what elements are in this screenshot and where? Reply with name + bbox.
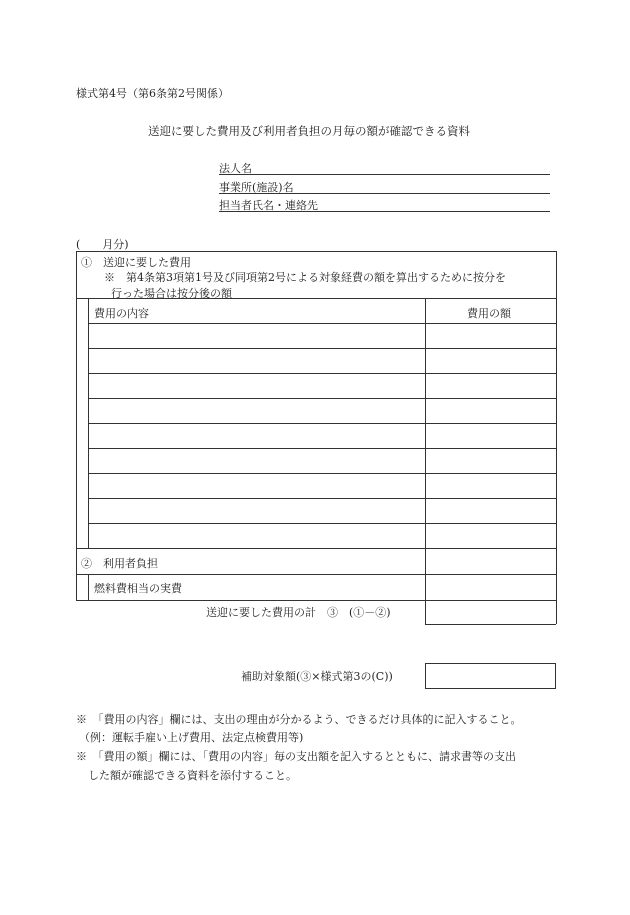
total-amount-cell[interactable] xyxy=(426,601,555,623)
cost-amount-cell[interactable] xyxy=(426,474,555,497)
form-number: 様式第4号（第6条第2号関係） xyxy=(76,87,229,100)
cost-amount-cell[interactable] xyxy=(426,499,555,522)
month-label: ( 月分) xyxy=(76,238,129,251)
note-2-line1: ※ 「費用の額」欄には、「費用の内容」毎の支出額を記入するとともに、請求書等の支出 xyxy=(76,750,516,763)
section1-note-line1: ※ 第4条第3項第1号及び同項第2号による対象経費の額を算出するために按分を xyxy=(104,271,506,284)
facility-underline[interactable] xyxy=(219,193,550,194)
cost-amount-cell[interactable] xyxy=(426,449,555,472)
cost-amount-cell[interactable] xyxy=(426,524,555,547)
section1-note-line2: 行った場合は按分後の額 xyxy=(111,287,232,300)
cost-content-cell[interactable] xyxy=(89,374,424,397)
cost-content-cell[interactable] xyxy=(89,499,424,522)
note-2-line2: した額が確認できる資料を添付すること。 xyxy=(88,769,297,782)
cost-amount-cell[interactable] xyxy=(426,424,555,447)
user-burden-amount-cell[interactable] xyxy=(426,549,555,573)
note-1-example: （例：運転手雇い上げ費用、法定点検費用等) xyxy=(79,731,304,744)
cost-content-cell[interactable] xyxy=(89,424,424,447)
col-amount-header: 費用の額 xyxy=(467,307,511,320)
cost-content-cell[interactable] xyxy=(89,524,424,547)
cost-amount-cell[interactable] xyxy=(426,324,555,347)
cost-content-cell[interactable] xyxy=(89,474,424,497)
cost-content-cell[interactable] xyxy=(89,399,424,422)
note-1: ※ 「費用の内容」欄には、支出の理由が分かるよう、できるだけ具体的に記入すること。 xyxy=(76,713,522,726)
subsidy-amount-box[interactable] xyxy=(425,663,556,689)
page-title: 送迎に要した費用及び利用者負担の月毎の額が確認できる資料 xyxy=(148,124,470,138)
facility-label: 事業所(施設)名 xyxy=(219,181,294,194)
fuel-cost-label: 燃料費相当の実費 xyxy=(94,582,182,595)
fuel-cost-amount-cell[interactable] xyxy=(426,575,555,600)
contact-underline[interactable] xyxy=(219,211,550,212)
cost-content-cell[interactable] xyxy=(89,349,424,372)
corporation-underline[interactable] xyxy=(219,174,550,175)
contact-label: 担当者氏名・連絡先 xyxy=(219,199,318,212)
total-label: 送迎に要した費用の計 ③ (①－②) xyxy=(206,606,391,619)
subsidy-label: 補助対象額(③×様式第3の(C)) xyxy=(241,670,393,683)
cost-content-cell[interactable] xyxy=(89,449,424,472)
col-content-header: 費用の内容 xyxy=(94,307,149,320)
cost-content-cell[interactable] xyxy=(89,324,424,347)
cost-amount-cell[interactable] xyxy=(426,399,555,422)
cost-amount-cell[interactable] xyxy=(426,374,555,397)
cost-amount-cell[interactable] xyxy=(426,349,555,372)
section2-heading: ② 利用者負担 xyxy=(81,557,158,570)
section1-heading: ① 送迎に要した費用 xyxy=(81,256,191,269)
corporation-label: 法人名 xyxy=(219,162,252,175)
